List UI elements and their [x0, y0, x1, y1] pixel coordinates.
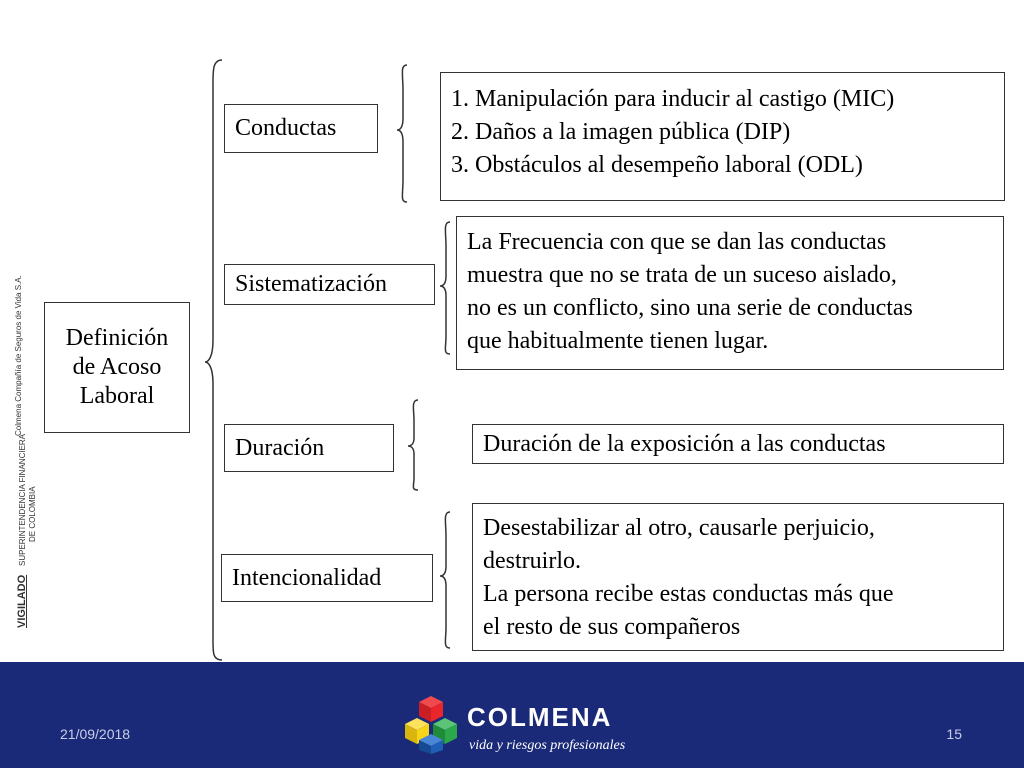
content-box-intencionalidad [472, 503, 1004, 651]
branch-label-intencionalidad: Intencionalidad [221, 554, 433, 602]
root-brace [205, 60, 222, 660]
branch-label-conductas: Conductas [224, 104, 378, 153]
root-box [44, 302, 190, 433]
colmena-cubes-icon [405, 694, 465, 754]
root-line: Laboral [79, 382, 155, 409]
content-line: Desestabilizar al otro, causarle perjuicio, [483, 515, 875, 541]
conductas-brace [397, 65, 407, 202]
sistematizacion-brace [440, 222, 450, 354]
brand-tagline: vida y riesgos profesionales [469, 738, 626, 753]
content-line: 2. Daños a la imagen pública (DIP) [451, 119, 791, 145]
intencionalidad-brace [440, 512, 450, 648]
content-line: Duración de la exposición a las conductas [483, 431, 886, 457]
colmena-logo [405, 694, 635, 764]
branch-label-sistematizacion: Sistematización [224, 264, 435, 305]
regulator-name: SUPERINTENDENCIA FINANCIERA [18, 433, 27, 566]
footer-date: 21/09/2018 [60, 726, 131, 742]
vigilado-label: VIGILADO [16, 574, 28, 628]
content-box-duracion [472, 424, 1004, 464]
brand-name: COLMENA [467, 702, 613, 732]
page-number: 15 [946, 726, 962, 742]
content-box-sistematizacion [456, 216, 1004, 370]
regulator-country: DE COLOMBIA [28, 486, 37, 542]
content-line: La Frecuencia con que se dan las conductas [467, 229, 887, 255]
content-line: destruirlo. [483, 548, 581, 574]
branch-label-duracion: Duración [224, 424, 394, 472]
content-line: el resto de sus compañeros [483, 614, 741, 640]
content-line: que habitualmente tienen lugar. [467, 328, 769, 354]
content-line: no es un conflicto, sino una serie de conductas [467, 295, 913, 321]
root-line: Definición [65, 325, 169, 352]
content-box-conductas [440, 72, 1005, 201]
duracion-brace [408, 400, 418, 490]
content-line: 3. Obstáculos al desempeño laboral (ODL) [451, 152, 863, 178]
company-legal-name: Colmena Compañía de Seguros de Vida S.A. [14, 275, 23, 436]
root-line: de Acoso [72, 354, 162, 381]
content-line: 1. Manipulación para inducir al castigo (MIC) [451, 86, 895, 112]
content-line: La persona recibe estas conductas más que [483, 581, 894, 607]
content-line: muestra que no se trata de un suceso aislado, [467, 262, 897, 288]
